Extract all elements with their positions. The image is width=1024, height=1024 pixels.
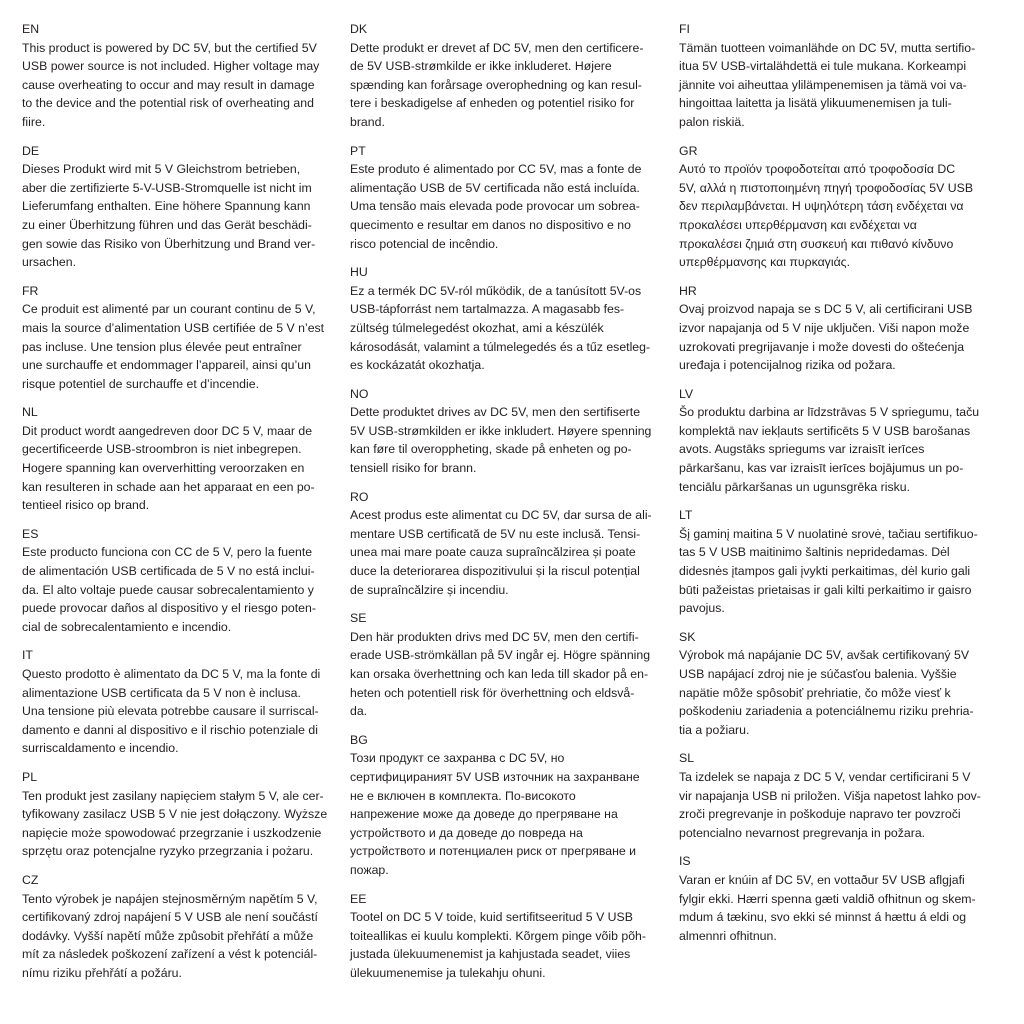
notice-text-line: USB power source is not included. Higher voltage may (22, 59, 320, 74)
notice-text-line: Tämän tuotteen voimanlähde on DC 5V, mutta sertifio- (679, 40, 976, 55)
notice-text-line: 5V, αλλά η πιστοποιημένη πηγή τροφοδοσίας 5V USB (679, 180, 974, 195)
notice-text-line: tentieel risico op brand. (22, 498, 150, 513)
notice-text-line: erade USB-strömkällan på 5V ingår ej. Högre spänning (350, 648, 651, 663)
notice-text-line: Výrobok má napájanie DC 5V, avšak certifikovaný 5V (679, 648, 970, 663)
notice-text-line: Una tensione più elevata potrebbe causare il surriscal- (22, 704, 319, 719)
language-code: PT (350, 143, 366, 158)
notice-text-line: zültség túlmelegedést okozhat, ami a készülék (350, 320, 604, 335)
language-code: RO (350, 489, 369, 504)
notice-text-line: Αυτό το προϊόν τροφοδοτείται από τροφοδοσία DC (679, 162, 956, 177)
notice-text-line: toiteallikas ei kuulu komplekti. Kõrgem pinge võib põh- (350, 928, 646, 943)
notice-text-line: Varan er knúin af DC 5V, en vottaður 5V USB aflgjafi (679, 872, 965, 887)
notice-text-line: napätie môže spôsobiť prehriatie, čo môže viesť k (679, 685, 951, 700)
notice-text-line: kan resulteren in schade aan het apparaat en een po- (22, 479, 315, 494)
notice-text-line: quecimento e resultar em danos no dispositivo e no (350, 217, 631, 232)
language-section-bg (350, 731, 680, 880)
language-code: FI (679, 22, 690, 36)
language-section-sk (679, 628, 1009, 740)
notice-text-line: zroči pregrevanje in poškoduje napravo ter povzroči (679, 807, 961, 822)
language-code: EE (350, 891, 367, 906)
language-code: HU (350, 265, 368, 280)
notice-text-line: une surchauffe et endommager l’appareil, ainsi qu’un (22, 358, 311, 373)
notice-text-line: zu einer Überhitzung führen und das Gerät beschädi- (22, 217, 312, 232)
notice-text-line: spænding kan forårsage overophedning og kan resul- (350, 77, 642, 92)
notice-text-line: didesnės įtampos gali įvykti perkaitimas, dėl kurio gali (679, 564, 971, 579)
language-section-pl (22, 768, 352, 861)
notice-text-line: de alimentación USB certificada de 5 V no está inclui- (22, 564, 315, 579)
language-section-dk (350, 20, 680, 132)
notice-text-line: 5V USB-strømkilden er ikke inkludert. Høyere spenning (350, 423, 652, 438)
notice-text-line: This product is powered by DC 5V, but the certified 5V (22, 40, 317, 55)
notice-text-line: uzrokovati pregrijavanje i može dovesti do oštećenja (679, 339, 965, 354)
notice-text-line: napięcie może spowodować przegrzanie i uszkodzenie (22, 825, 322, 840)
notice-text-line: jännite voi aiheuttaa ylilämpenemisen ja tämä voi va- (679, 77, 967, 92)
notice-text-line: mdum á tækinu, svo ekki sé minnst á hættu á eldi og (679, 910, 967, 925)
notice-text-line: de 5V USB-strømkilde er ikke inkluderet. Højere (350, 59, 612, 74)
language-section-hu (350, 263, 680, 375)
notice-text-line: surriscaldamento e incendio. (22, 741, 179, 756)
text-column (22, 20, 352, 993)
notice-text-line: устройството и потенциален риск от прегряване и (350, 844, 637, 859)
notice-text-line: dodávky. Vyšší napětí může způsobit přehřátí a může (22, 928, 314, 943)
notice-text-line: palon riskiä. (679, 114, 745, 129)
language-code: FR (22, 283, 39, 298)
notice-text-line: Ce produit est alimenté par un courant continu de 5 V, (22, 302, 316, 317)
notice-text-line: Hogere spanning kan oververhitting veroorzaken en (22, 461, 305, 476)
language-section-it (22, 646, 352, 758)
notice-text-line: устройството и да доведе до повреда на (350, 825, 583, 840)
notice-text-line: USB-tápforrást nem tartalmazza. A magasabb fes- (350, 302, 625, 317)
notice-text-line: būti pažeistas prietaisas ir gali kilti perkaitimo ir gaisro (679, 582, 972, 597)
notice-text-line: Ez a termék DC 5V-ról működik, de a tanúsított 5V-os (350, 283, 642, 298)
notice-text-line: aber die zertifizierte 5-V-USB-Stromquelle ist nicht im (22, 180, 312, 195)
language-section-is (679, 852, 1009, 945)
language-code: IT (22, 648, 33, 663)
notice-text-line: cial de sobrecalentamiento e incendio. (22, 619, 232, 634)
notice-text-line: ülekuumenemise ja tulekahju ohuni. (350, 965, 546, 980)
language-code: LT (679, 508, 693, 523)
notice-text-line: itua 5V USB-virtalähdettä ei tule mukana. Korkeampi (679, 59, 967, 74)
notice-text-line: es kockázatát okozhatja. (350, 358, 485, 373)
notice-text-line: напрежение може да доведе до прегряване на (350, 807, 618, 822)
notice-text-line: Този продукт се захранва с DC 5V, но (350, 751, 565, 766)
notice-text-line: fiire. (22, 114, 46, 129)
notice-text-line: alimentazione USB certificata da 5 V non è inclusa. (22, 685, 301, 700)
notice-text-line: komplektā nav iekļauts sertificēts 5 V USB barošanas (679, 423, 971, 438)
notice-text-line: сертифицираният 5V USB източник на захранване (350, 769, 640, 784)
notice-text-line: Uma tensão mais elevada pode provocar um sobrea- (350, 199, 640, 214)
language-section-cz (22, 871, 352, 983)
language-section-hr (679, 282, 1009, 375)
language-section-se (350, 609, 680, 721)
language-section-lt (679, 506, 1009, 618)
language-code: HR (679, 283, 697, 298)
language-section-lv (679, 385, 1009, 497)
notice-text-line: tia a požiaru. (679, 722, 750, 737)
language-section-nl (22, 403, 352, 515)
notice-text-line: pas incluse. Une tension plus élevée peut entraîner (22, 339, 302, 354)
notice-text-line: Este produto é alimentado por CC 5V, mas a fonte de (350, 162, 642, 177)
notice-text-line: cause overheating to occur and may result in damage (22, 77, 315, 92)
notice-text-line: tas 5 V USB maitinimo šaltinis nepridedamas. Dėl (679, 545, 950, 560)
notice-text-line: Šo produktu darbina ar līdzstrāvas 5 V spriegumu, taču (679, 405, 980, 420)
notice-text-line: Den här produkten drivs med DC 5V, men den certifi- (350, 629, 639, 644)
language-code: BG (350, 732, 368, 747)
notice-text-line: mít za následek poškození zařízení a vést k potenciál- (22, 947, 318, 962)
notice-text-line: Ten produkt jest zasilany napięciem stałym 5 V, ale cer- (22, 788, 324, 803)
notice-text-line: unea mai mare poate cauza supraîncălzirea și poate (350, 545, 636, 560)
language-section-fr (22, 282, 352, 394)
language-code: GR (679, 143, 698, 158)
language-section-gr (679, 142, 1009, 272)
language-code: EN (22, 22, 40, 36)
notice-text-line: risco potencial de incêndio. (350, 236, 499, 251)
notice-text-line: almennri ofhitnun. (679, 928, 777, 943)
notice-text-line: fylgir ekki. Hærri spenna gæti valdið ofhitnun og skem- (679, 891, 976, 906)
notice-text-line: kan orsaka överhettning och kan leda till skador på en- (350, 667, 649, 681)
notice-text-line: Šį gaminį maitina 5 V nuolatinė srovė, tačiau sertifikuo- (679, 526, 978, 541)
notice-text-line: Questo prodotto è alimentato da DC 5 V, ma la fonte di (22, 667, 321, 681)
language-code: NL (22, 405, 38, 420)
language-section-sl (679, 749, 1009, 842)
notice-text-line: пожар. (350, 862, 389, 877)
notice-text-line: pavojus. (679, 601, 725, 616)
notice-text-line: gecertificeerde USB-stroombron is niet inbegrepen. (22, 442, 302, 457)
notice-text-line: Dette produkt er drevet af DC 5V, men den certificere- (350, 40, 644, 55)
notice-text-line: Ovaj proizvod napaja se s DC 5 V, ali certificirani USB (679, 302, 973, 317)
notice-text-line: δεν περιλαμβάνεται. Η υψηλότερη τάση ενδέχεται να (679, 199, 964, 214)
notice-text-line: sprzętu oraz potencjalne ryzyko przegrzania i pożaru. (22, 844, 314, 859)
notice-text-line: izvor napajanja od 5 V nije uključen. Viši napon može (679, 320, 970, 335)
notice-text-line: da. (350, 704, 368, 719)
language-section-fi (679, 20, 1009, 132)
notice-text-line: heten och potentiell risk för överhettning och eldsvå- (350, 685, 635, 700)
notice-text-line: tensiell risiko for brann. (350, 461, 477, 476)
notice-text-line: mais la source d’alimentation USB certifiée de 5 V n’est (22, 320, 325, 335)
language-section-de (22, 142, 352, 272)
notice-text-line: da. El alto voltaje puede causar sobrecalentamiento y (22, 582, 314, 597)
text-column (679, 20, 1009, 955)
language-code: CZ (22, 872, 39, 887)
notice-text-line: gen sowie das Risiko von Überhitzung und Brand ver- (22, 236, 316, 251)
notice-text-line: vir napajanja USB ni priložen. Višja napetost lahko pov- (679, 788, 981, 803)
language-code: SK (679, 629, 696, 644)
notice-text-line: προκαλέσει ζημιά στη συσκευή και πιθανό κίνδυνο (679, 236, 954, 251)
notice-text-line: alimentação USB de 5V certificada não está incluída. (350, 180, 640, 195)
notice-text-line: de supraîncălzire și incendiu. (350, 582, 509, 597)
notice-text-line: to the device and the potential risk of overheating and (22, 96, 314, 111)
language-section-ee (350, 890, 680, 983)
notice-text-line: uređaja i potencijalnog rizika od požara. (679, 358, 896, 373)
language-section-pt (350, 142, 680, 254)
notice-text-line: justada ülekuumenemist ja kahjustada seadet, viies (350, 947, 631, 962)
notice-text-line: Tento výrobek je napájen stejnosměrným napětím 5 V, (22, 891, 318, 906)
notice-text-line: Este producto funciona con CC de 5 V, pero la fuente (22, 545, 313, 560)
language-code: SL (679, 751, 695, 766)
language-code: LV (679, 386, 694, 401)
notice-text-line: Dit product wordt aangedreven door DC 5 V, maar de (22, 423, 313, 438)
language-code: PL (22, 769, 38, 784)
notice-text-line: mentare USB certificată de 5V nu este inclusă. Tensi- (350, 526, 641, 541)
notice-text-line: Dette produktet drives av DC 5V, men den sertifiserte (350, 405, 641, 420)
notice-text-line: Tootel on DC 5 V toide, kuid sertifitseeritud 5 V USB (350, 910, 633, 925)
language-code: DE (22, 143, 40, 158)
notice-text-line: hingoittaa laitetta ja lisätä ylikuumenemisen ja tuli- (679, 96, 952, 111)
notice-text-line: pārkaršanu, kas var izraisīt ierīces bojājumus un po- (679, 461, 964, 476)
language-section-ro (350, 488, 680, 600)
notice-text-line: duce la deteriorarea dispozitivului și la riscul potențial (350, 564, 640, 579)
notice-text-line: tenciālu pārkaršanas un ugunsgrēka risku. (679, 479, 911, 494)
notice-text-line: avots. Augstāks spriegums var izraisīt ierīces (679, 442, 925, 457)
notice-text-line: tyfikowany zasilacz USB 5 V nie jest dołączony. Wyższe (22, 807, 328, 822)
language-section-no (350, 385, 680, 478)
notice-text-line: potencialno nevarnost pregrevanja in požara. (679, 825, 926, 840)
notice-text-line: не е включен в комплекта. По-високото (350, 788, 576, 803)
notice-text-line: kan føre til overoppheting, skade på enheten og po- (350, 442, 632, 457)
language-section-en (22, 20, 352, 132)
notice-text-line: risque potentiel de surchauffe et d’incendie. (22, 376, 259, 391)
notice-text-line: Acest produs este alimentat cu DC 5V, dar sursa de ali- (350, 508, 652, 523)
notice-text-line: Dieses Produkt wird mit 5 V Gleichstrom betrieben, (22, 162, 301, 177)
language-code: IS (679, 854, 691, 869)
language-code: SE (350, 611, 367, 626)
notice-text-line: károsodását, valamint a túlmelegedés és a tűz esetleg- (350, 339, 651, 354)
text-column (350, 20, 680, 993)
notice-text-line: υπερθέρμανσης και πυρκαγιάς. (679, 255, 851, 270)
language-code: ES (22, 526, 39, 541)
notice-text-line: nímu riziku přehřátí a požáru. (22, 965, 182, 980)
notice-text-line: damento e danni al dispositivo e il rischio potenziale di (22, 722, 318, 737)
notice-text-line: USB napájací zdroj nie je súčasťou balenia. Vyššie (679, 667, 957, 681)
notice-text-line: certifikovaný zdroj napájení 5 V USB ale není součástí (22, 910, 318, 925)
notice-text-line: poškodeniu zariadenia a potenciálnemu riziku prehria- (679, 704, 974, 719)
language-code: NO (350, 386, 369, 401)
notice-text-line: tere i beskadigelse af enheden og potentiel risiko for (350, 96, 635, 111)
notice-text-line: προκαλέσει υπερθέρμανση και ενδέχεται να (679, 217, 917, 232)
notice-text-line: ursachen. (22, 255, 77, 270)
notice-text-line: brand. (350, 114, 385, 129)
language-code: DK (350, 22, 368, 36)
language-section-es (22, 525, 352, 637)
notice-text-line: Lieferumfang enthalten. Eine höhere Spannung kann (22, 199, 311, 214)
notice-text-line: puede provocar daños al dispositivo y el riesgo poten- (22, 601, 316, 616)
notice-text-line: Ta izdelek se napaja z DC 5 V, vendar certificirani 5 V (679, 769, 971, 784)
